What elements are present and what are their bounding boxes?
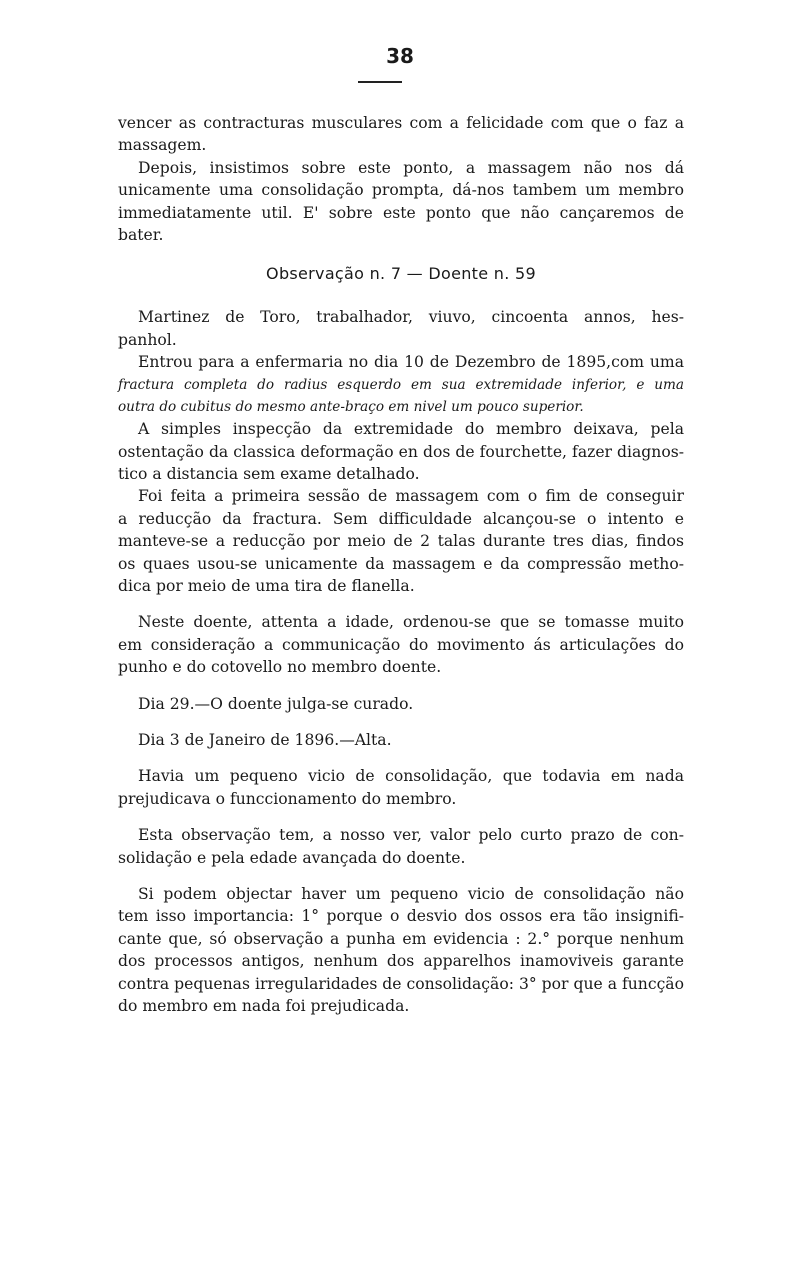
text-line: panhol. xyxy=(118,330,177,349)
text-line: punho e do cotovello no membro doente. xyxy=(118,658,442,677)
text-line: A simples inspecção da extremidade do membro deixava, pela xyxy=(138,420,684,439)
text-line: cante que, só observação a punha em evidencia : 2.° porque nenhum xyxy=(118,929,684,948)
text-line: manteve-se a reducção por meio de 2 talas durante tres dias, findos xyxy=(118,532,684,551)
text-line: immediatamente util. E' sobre este ponto que não cançaremos de xyxy=(118,203,684,222)
body-text xyxy=(118,112,684,1017)
text-line: unicamente uma consolidação prompta, dá-nos tambem um membro xyxy=(118,181,684,200)
text-line: Havia um pequeno vicio de consolidação, que todavia em nada xyxy=(138,767,684,786)
text-line: solidação e pela edade avançada do doente. xyxy=(118,848,466,867)
text-line: Esta observação tem, a nosso ver, valor pelo curto prazo de con- xyxy=(138,826,684,845)
text-line: dica por meio de uma tira de flanella. xyxy=(118,577,415,596)
text-line: em consideração a communicação do movimento ás articulações do xyxy=(118,635,684,654)
observation-heading: Observação n. 7 — Doente n. 59 xyxy=(266,264,536,284)
text-line: dos processos antigos, nenhum dos apparelhos inamoviveis garante xyxy=(118,952,684,971)
text-line: ostentação da classica deformação en dos de fourchette, fazer diagnos- xyxy=(118,442,684,461)
text-line: do membro em nada foi prejudicada. xyxy=(118,996,410,1015)
text-line: Dia 3 de Janeiro de 1896.—Alta. xyxy=(138,730,392,749)
text-line: Entrou para a enfermaria no dia 10 de Dezembro de 1895,com uma xyxy=(138,353,684,372)
text-line: Depois, insistimos sobre este ponto, a massagem não nos dá xyxy=(138,158,684,177)
header-rule xyxy=(358,81,402,83)
text-line: a reducção da fractura. Sem difficuldade alcançou-se o intento e xyxy=(118,509,684,528)
page-number: 38 xyxy=(386,44,414,68)
text-line: massagem. xyxy=(118,136,207,155)
text-line: contra pequenas irregularidades de consolidação: 3° por que a funcção xyxy=(118,974,684,993)
text-line: tico a distancia sem exame detalhado. xyxy=(118,465,420,484)
text-line: Foi feita a primeira sessão de massagem com o fim de conseguir xyxy=(138,487,684,506)
text-line: vencer as contracturas musculares com a felicidade com que o faz a xyxy=(118,114,684,132)
text-line: fractura completa do radius esquerdo em sua extremidade inferior, e uma xyxy=(118,376,684,393)
text-line: bater. xyxy=(118,225,164,244)
text-line: Martinez de Toro, trabalhador, viuvo, cincoenta annos, hes- xyxy=(138,308,684,327)
text-line: os quaes usou-se unicamente da massagem e da compressão metho- xyxy=(118,554,684,573)
text-line: outra do cubitus do mesmo ante-braço em nivel um pouco superior. xyxy=(118,398,584,415)
text-line: Neste doente, attenta a idade, ordenou-se que se tomasse muito xyxy=(138,613,684,632)
text-line: Dia 29.—O doente julga-se curado. xyxy=(138,694,414,713)
text-line: Si podem objectar haver um pequeno vicio de consolidação não xyxy=(138,884,684,903)
text-line: tem isso importancia: 1° porque o desvio dos ossos era tão insignifi- xyxy=(118,907,684,926)
text-line: prejudicava o funccionamento do membro. xyxy=(118,789,457,808)
